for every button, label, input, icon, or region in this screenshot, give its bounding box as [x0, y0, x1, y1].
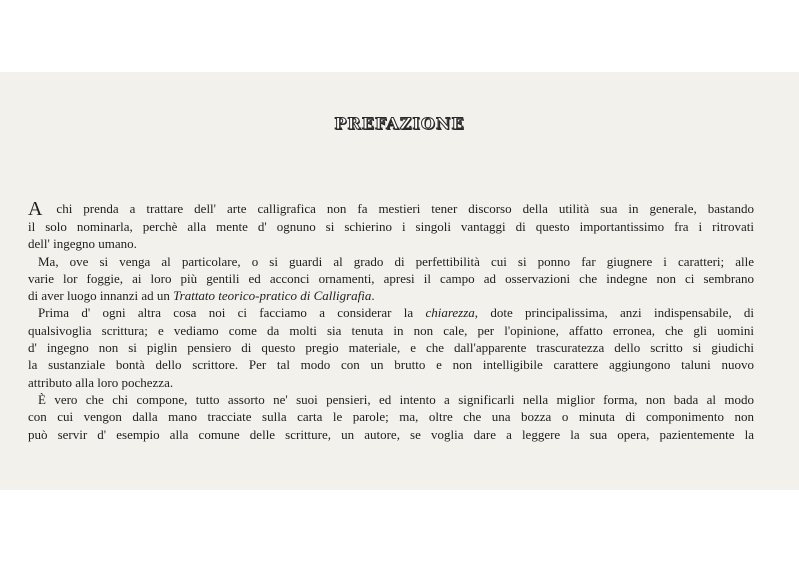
- text-segment: qualsivoglia scrittura; e vediamo come da molti sia tenuta in non cale, per l'opinione, affatto erronea, che gli uomini: [28, 322, 754, 338]
- text-segment: dell' ingegno umano.: [28, 236, 137, 252]
- text-segment: , dote principalissima, anzi indispensabile, di: [474, 305, 754, 321]
- text-line: [28, 218, 754, 235]
- text-line: [28, 356, 754, 373]
- text-segment: varie lor foggie, ai loro più gentili ed acconci ornamenti, apresi il campo ad osservazioni che indegne non ci sembrano: [28, 270, 754, 286]
- text-segment: attributo alla loro pochezza.: [28, 374, 174, 390]
- text-line: [28, 235, 754, 252]
- text-segment: la sustanziale bontà dello scrittore. Per tal modo con un brutto e non intelligibile carattere aggiungono taluni nuovo: [28, 357, 754, 373]
- text-line: [28, 200, 754, 218]
- drop-cap: A: [28, 198, 43, 220]
- text-line: [28, 287, 754, 304]
- body-text: [28, 200, 754, 443]
- page-title: PREFAZIONE: [334, 114, 465, 133]
- text-line: [28, 304, 754, 321]
- italic-text: Trattato teorico-pratico di Calligrafia: [173, 288, 372, 304]
- text-line: [28, 426, 754, 443]
- text-line: [28, 391, 754, 408]
- text-segment: Ma, ove si venga al particolare, o si guardi al grado di perfettibilità cui si ponno far giugnere i caratteri; alle: [38, 253, 754, 269]
- italic-text: chiarezza: [425, 305, 475, 321]
- text-line: [28, 253, 754, 270]
- text-line: [28, 408, 754, 425]
- text-segment: può servir d' esempio alla comune delle scritture, un autore, se voglia dare a leggere la sua opera, pazientemente la: [28, 426, 754, 442]
- text-segment: Prima d' ogni altra cosa noi ci facciamo a considerar la: [38, 305, 426, 321]
- text-segment: con cui vengon dalla mano tracciate sulla carta le parole; ma, oltre che una bozza o minuta di componimento non: [28, 409, 754, 425]
- text-segment: il solo nominarla, perchè alla mente d' ognuno si schierino i singoli vantaggi di questo importantissimo fra i ritrovati: [28, 219, 754, 234]
- text-segment: d' ingegno non si piglin pensiero di questo pregio materiale, e che dall'apparente trascuratezza dello scritto si giudichi: [28, 340, 754, 356]
- text-line: [28, 339, 754, 356]
- text-line: [28, 270, 754, 287]
- text-segment: di aver luogo innanzi ad un: [28, 288, 174, 304]
- text-segment: chi prenda a trattare dell' arte calligrafica non fa mestieri tener discorso della utilità sua in generale, bastando: [45, 201, 754, 216]
- text-line: [28, 322, 754, 339]
- text-segment: È vero che chi compone, tutto assorto ne' suoi pensieri, ed intento a significarli nella miglior forma, non bada al modo: [38, 391, 754, 407]
- text-line: [28, 374, 754, 391]
- text-segment: .: [371, 288, 375, 304]
